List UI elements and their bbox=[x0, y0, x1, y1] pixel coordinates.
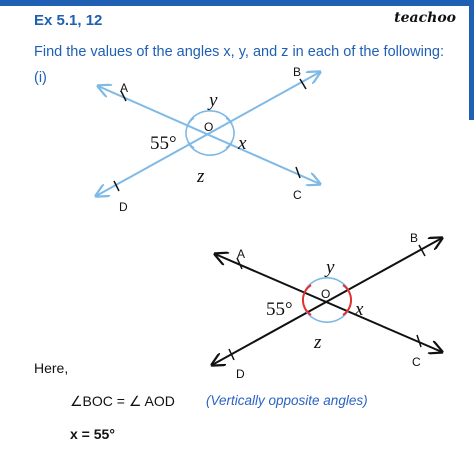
figure-2 bbox=[212, 231, 442, 381]
part-label: (i) bbox=[34, 70, 47, 86]
solution-intro: Here, bbox=[34, 360, 69, 376]
label-d-2: D bbox=[236, 367, 245, 381]
label-b: B bbox=[293, 65, 302, 79]
exercise-title: Ex 5.1, 12 bbox=[34, 12, 103, 29]
label-55-2: 55° bbox=[266, 299, 293, 320]
label-c: C bbox=[293, 188, 302, 202]
figure-1 bbox=[96, 65, 320, 214]
label-y-2: y bbox=[326, 257, 335, 278]
label-o: O bbox=[204, 120, 214, 134]
question-text: Find the values of the angles x, y, and z in each of the following: bbox=[34, 44, 445, 60]
arc-z bbox=[188, 142, 232, 155]
label-55: 55° bbox=[150, 133, 177, 154]
line-db bbox=[96, 72, 320, 196]
brand-logo: teachoo bbox=[394, 10, 456, 26]
label-b-2: B bbox=[410, 231, 419, 245]
label-x: x bbox=[238, 133, 247, 154]
label-d: D bbox=[119, 200, 128, 214]
solution-equation-1: ∠BOC = ∠ AOD bbox=[70, 393, 175, 409]
label-y: y bbox=[209, 90, 218, 111]
solution-reason-1: (Vertically opposite angles) bbox=[206, 393, 368, 408]
tick-c bbox=[296, 167, 300, 178]
label-x-2: x bbox=[355, 299, 364, 320]
label-z: z bbox=[197, 166, 205, 187]
label-c-2: C bbox=[412, 355, 421, 369]
label-a: A bbox=[120, 81, 129, 95]
solution-result-1: x = 55° bbox=[70, 426, 115, 442]
label-z-2: z bbox=[314, 332, 322, 353]
label-a-2: A bbox=[237, 247, 246, 261]
label-o-2: O bbox=[321, 287, 331, 301]
